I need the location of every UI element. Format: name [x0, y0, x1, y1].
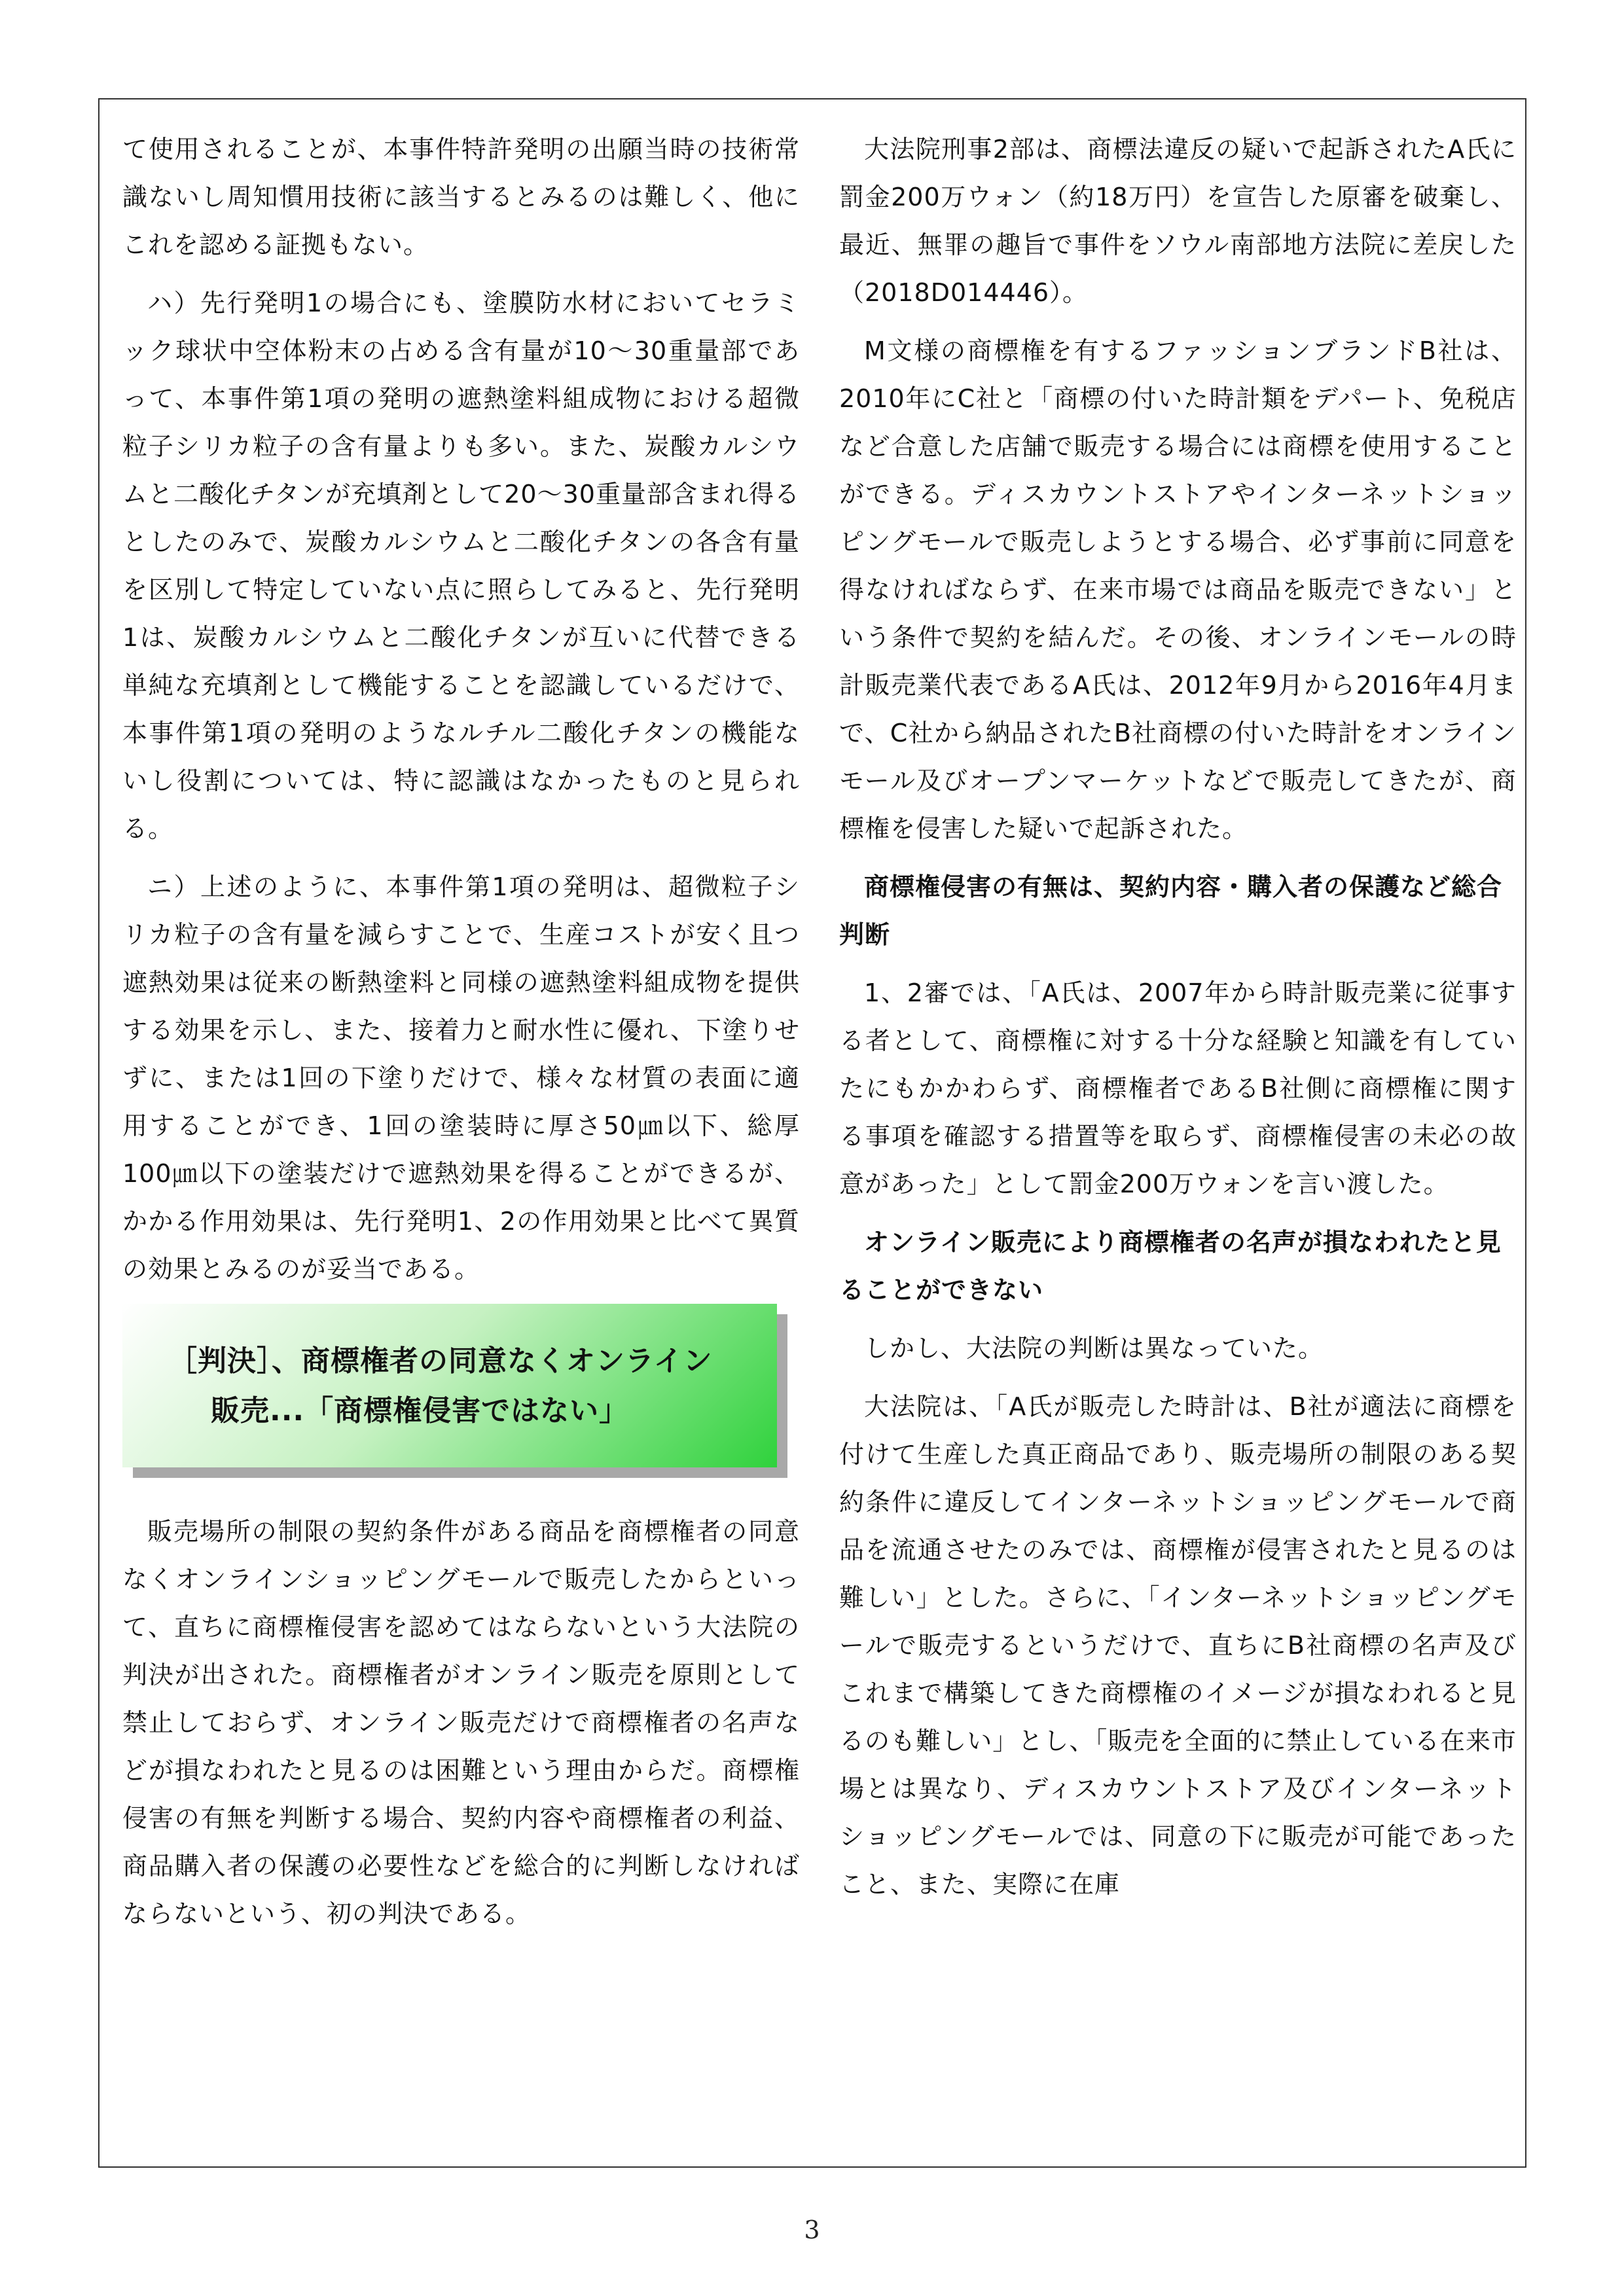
right-paragraph-1: 大法院刑事2部は、商標法違反の疑いで起訴されたA氏に罰金200万ウォン（約18万円）を宣告した原審を破棄し、最近、無罪の趣旨で事件をソウル南部地方法院に差戻した（2018D014446）。: [839, 135, 1517, 307]
banner-title-line-2: 販売...「商標権侵害ではない」: [211, 1394, 629, 1427]
page-number: 3: [804, 2215, 820, 2244]
subheading-2: オンライン販売により商標権者の名声が損なわれたと見ることができない: [839, 1228, 1502, 1304]
left-paragraph-3: ニ）上述のように、本事件第1項の発明は、超微粒子シリカ粒子の含有量を減らすことで、生産コストが安く且つ遮熱効果は従来の断熱塗料と同様の遮熱塗料組成物を提供する効果を示し、また、接着力と耐水性に優れ、下塗りせずに、または1回の下塗りだけで、様々な材質の表面に適用することができ、1回の塗装時に厚さ50㎛以下、総厚100㎛以下の塗装だけで遮熱効果を得ることができるが、かかる作用効果は、先行発明1、2の作用効果と比べて異質の効果とみるのが妥当である。: [122, 872, 800, 1283]
subheading-1: 商標権侵害の有無は、契約内容・購入者の保護など総合判断: [839, 872, 1503, 949]
page-frame: [98, 98, 1526, 2168]
right-column: [839, 126, 1517, 1919]
left-column: [122, 126, 800, 1948]
left-paragraph-2: ハ）先行発明1の場合にも、塗膜防水材においてセラミック球状中空体粉末の占める含有量が10～30重量部であって、本事件第1項の発明の遮熱塗料組成物における超微粒子シリカ粒子の含有量よりも多い。また、炭酸カルシウムと二酸化チタンが充填剤として20～30重量部含まれ得るとしたのみで、炭酸カルシウムと二酸化チタンの各含有量を区別して特定していない点に照らしてみると、先行発明1は、炭酸カルシウムと二酸化チタンが互いに代替できる単純な充填剤として機能することを認識しているだけで、本事件第1項の発明のようなルチル二酸化チタンの機能ないし役割については、特に認識はなかったものと見られる。: [122, 289, 800, 843]
banner-box: [122, 1304, 777, 1467]
judgment-banner: [122, 1304, 793, 1480]
left-paragraph-1: て使用されることが、本事件特許発明の出願当時の技術常識ないし周知慣用技術に該当するとみるのは難しく、他にこれを認める証拠もない。: [122, 135, 800, 259]
banner-title-line-1: ［判決］、商標権者の同意なくオンライン: [168, 1344, 713, 1378]
right-paragraph-5: 大法院は、「A氏が販売した時計は、B社が適法に商標を付けて生産した真正商品であり、販売場所の制限のある契約条件に違反してインターネットショッピングモールで商品を流通させたのみでは、商標権が侵害されたと見るのは難しい」とした。さらに、「インターネットショッピングモールで販売するというだけで、直ちにB社商標の名声及びこれまで構築してきた商標権のイメージが損なわれると見るのも難しい」とし、「販売を全面的に禁止している在来市場とは異なり、ディスカウントストア及びインターネットショッピングモールでは、同意の下に販売が可能であったこと、また、実際に在庫: [839, 1392, 1517, 1899]
right-paragraph-2: M文様の商標権を有するファッションブランドB社は、2010年にC社と「商標の付いた時計類をデパート、免税店など合意した店舗で販売する場合には商標を使用することができる。ディスカウントストアやインターネットショッピングモールで販売しようとする場合、必ず事前に同意を得なければならず、在来市場では商品を販売できない」という条件で契約を結んだ。その後、オンラインモールの時計販売業代表であるA氏は、2012年9月から2016年4月まで、C社から納品されたB社商標の付いた時計をオンラインモール及びオープンマーケットなどで販売してきたが、商標権を侵害した疑いで起訴された。: [839, 336, 1517, 843]
right-paragraph-3: 1、2審では、「A氏は、2007年から時計販売業に従事する者として、商標権に対する十分な経験と知識を有していたにもかかわらず、商標権者であるB社側に商標権に関する事項を確認する措置等を取らず、商標権侵害の未必の故意があった」として罰金200万ウォンを言い渡した。: [839, 978, 1517, 1198]
left-paragraph-4: 販売場所の制限の契約条件がある商品を商標権者の同意なくオンラインショッピングモールで販売したからといって、直ちに商標権侵害を認めてはならないという大法院の判決が出された。商標権者がオンライン販売を原則として禁止しておらず、オンライン販売だけで商標権者の名声などが損なわれたと見るのは困難という理由からだ。商標権侵害の有無を判断する場合、契約内容や商標権者の利益、商品購入者の保護の必要性などを総合的に判断しなければならないという、初の判決である。: [122, 1517, 800, 1928]
right-paragraph-4: しかし、大法院の判断は異なっていた。: [864, 1334, 1324, 1363]
